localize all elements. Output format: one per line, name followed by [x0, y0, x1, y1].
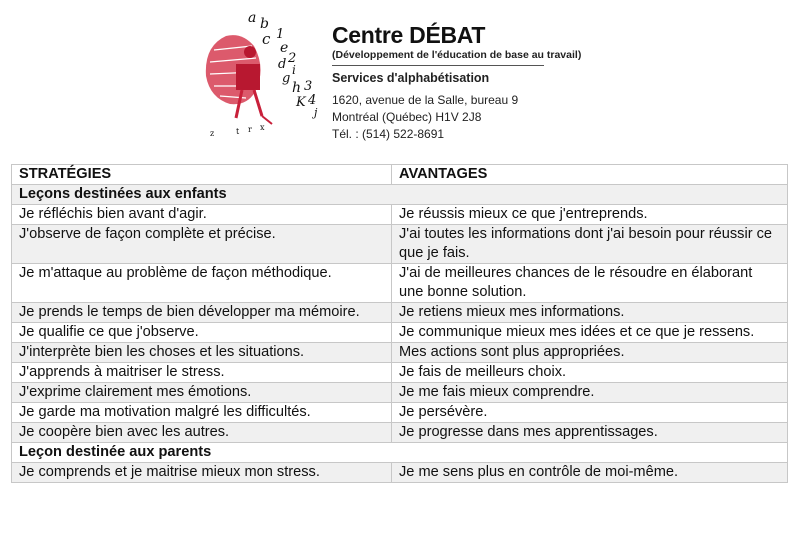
table-row: [12, 205, 788, 225]
section-row-children: [12, 185, 788, 205]
logo-letter: j: [314, 106, 318, 119]
advantage-cell: Je communique mieux mes idées et ce que je ressens.: [392, 323, 788, 343]
logo-letter: K: [296, 95, 306, 110]
centre-debat-logo: [196, 6, 330, 144]
logo-letter: h: [292, 80, 302, 96]
strategy-cell: J'observe de façon complète et précise.: [12, 225, 392, 264]
organization-block: [332, 22, 592, 143]
strategy-cell: Je prends le temps de bien développer ma mémoire.: [12, 303, 392, 323]
advantage-cell: Je fais de meilleurs choix.: [392, 363, 788, 383]
advantage-cell: Je progresse dans mes apprentissages.: [392, 423, 788, 443]
logo-letter: c: [262, 30, 271, 48]
strategy-cell: J'interprète bien les choses et les situations.: [12, 343, 392, 363]
address-block: [332, 92, 592, 143]
strategy-cell: Je m'attaque au problème de façon méthodique.: [12, 264, 392, 303]
organization-subtitle: (Développement de l'éducation de base au travail): [332, 48, 544, 66]
advantage-cell: Je retiens mieux mes informations.: [392, 303, 788, 323]
address-city: Montréal (Québec) H1V 2J8: [332, 110, 482, 124]
table-row: [12, 323, 788, 343]
logo-letter: t: [236, 127, 240, 136]
logo-letter: r: [248, 125, 252, 134]
organization-name: Centre DÉBAT: [332, 22, 486, 48]
advantage-cell: Je réussis mieux ce que j'entreprends.: [392, 205, 788, 225]
table-row: [12, 423, 788, 443]
advantage-cell: Je me sens plus en contrôle de moi-même.: [392, 463, 788, 483]
strategy-cell: Je comprends et je maitrise mieux mon stress.: [12, 463, 392, 483]
section-row-parents: [12, 443, 788, 463]
logo-letter: g: [282, 71, 291, 86]
logo-letter: x: [260, 123, 265, 132]
phone-number: Tél. : (514) 522-8691: [332, 127, 445, 141]
logo-letter: e: [280, 40, 289, 56]
address-street: 1620, avenue de la Salle, bureau 9: [332, 93, 519, 107]
section-title: Leçons destinées aux enfants: [12, 185, 788, 205]
logo-letter: b: [260, 16, 269, 32]
table-row: [12, 363, 788, 383]
strategy-cell: Je qualifie ce que j'observe.: [12, 323, 392, 343]
strategy-cell: Je garde ma motivation malgré les difficultés.: [12, 403, 392, 423]
table-row: [12, 264, 788, 303]
header-advantages: AVANTAGES: [392, 165, 788, 185]
table-row: [12, 463, 788, 483]
logo-figure-icon: [206, 35, 272, 124]
table-header-row: [12, 165, 788, 185]
table-row: [12, 303, 788, 323]
advantage-cell: J'ai de meilleures chances de le résoudre en élaborant une bonne solution.: [392, 264, 788, 303]
header-strategies: STRATÉGIES: [12, 165, 392, 185]
strategies-table: [11, 164, 788, 483]
service-name: Services d'alphabétisation: [332, 71, 490, 85]
logo-letter: i: [292, 63, 296, 77]
strategy-cell: Je coopère bien avec les autres.: [12, 423, 392, 443]
logo-letter: d: [278, 57, 287, 72]
strategy-cell: J'exprime clairement mes émotions.: [12, 383, 392, 403]
logo-letter: a: [248, 10, 257, 26]
logo-letter: 3: [304, 79, 313, 94]
letterhead: [0, 0, 800, 160]
table-row: [12, 403, 788, 423]
section-title: Leçon destinée aux parents: [12, 443, 788, 463]
logo-letter: 2: [288, 51, 297, 66]
table-row: [12, 343, 788, 363]
strategy-cell: J'apprends à maitriser le stress.: [12, 363, 392, 383]
advantage-cell: Je persévère.: [392, 403, 788, 423]
logo-letter: z: [210, 129, 215, 138]
strategy-cell: Je réfléchis bien avant d'agir.: [12, 205, 392, 225]
logo-letter: 4: [308, 93, 317, 108]
advantage-cell: Je me fais mieux comprendre.: [392, 383, 788, 403]
logo-letter: 1: [276, 27, 285, 42]
table-row: [12, 225, 788, 264]
table-row: [12, 383, 788, 403]
advantage-cell: J'ai toutes les informations dont j'ai besoin pour réussir ce que je fais.: [392, 225, 788, 264]
advantage-cell: Mes actions sont plus appropriées.: [392, 343, 788, 363]
